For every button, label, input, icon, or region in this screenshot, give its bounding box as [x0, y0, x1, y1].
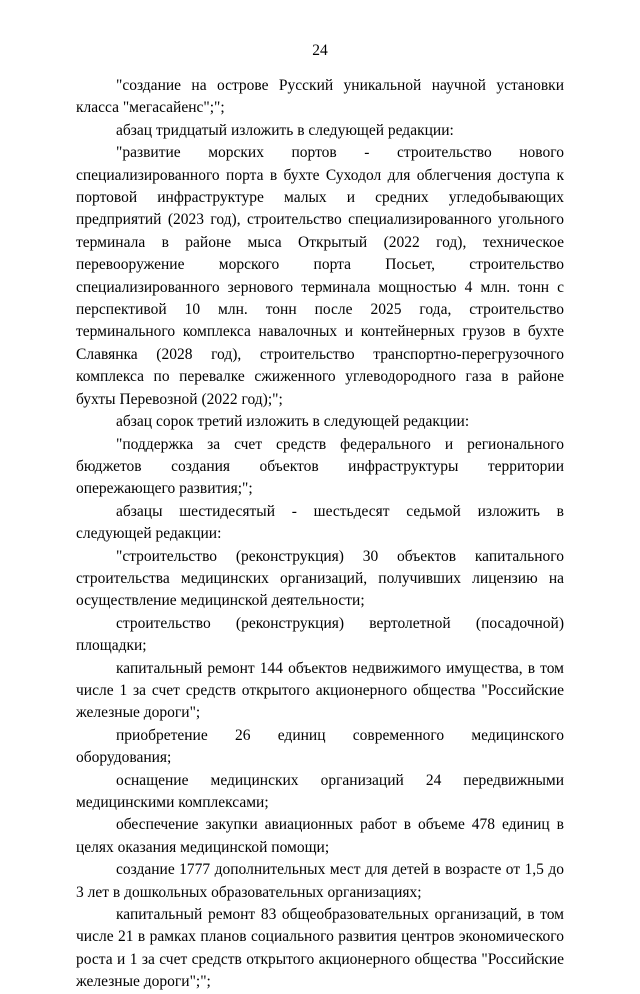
paragraph: абзац тридцатый изложить в следующей редакции:	[116, 121, 454, 139]
paragraph: "строительство (реконструкция) 30 объектов капитального строительства медицинских организаций, получивших лицензию на осуществление медицинской деятельности;	[76, 547, 564, 610]
document-body	[76, 75, 564, 994]
paragraph: "создание на острове Русский уникальной научной установки класса "мегасайенс";";	[76, 77, 564, 117]
paragraph: строительство (реконструкция) вертолетной (посадочной) площадки;	[76, 614, 564, 655]
paragraph: абзацы шестидесятый - шестьдесят седьмой изложить в следующей редакции:	[76, 502, 564, 543]
paragraph: обеспечение закупки авиационных работ в объеме 478 единиц в целях оказания медицинской помощи;	[76, 816, 564, 856]
paragraph: абзац сорок третий изложить в следующей редакции:	[116, 413, 470, 431]
paragraph: оснащение медицинских организаций 24 передвижными медицинскими комплексами;	[76, 771, 564, 811]
paragraph: капитальный ремонт 83 общеобразовательных организаций, в том числе 21 в рамках планов социального развития центров экономического роста и 1 за счет средств открытого акционерного общества "Российские железные дороги";";	[76, 906, 564, 991]
page-number: 24	[312, 42, 328, 59]
paragraph: "развитие морских портов - строительство нового специализированного порта в бухте Суходол для облегчения доступа к портовой инфраструктуре малых и средних угледобывающих предприятий (2023 год), строительство специализированного угольного терминала в районе мыса Открытый (2022 год), техническое перевооружение морского порта Посьет, строительство специализированного зернового терминала мощностью 4 млн. тонн с перспективой 10 млн. тонн после 2025 года, строительство терминального комплекса навалочных и контейнерных грузов в бухте Славянка (2028 год), строительство транспортно-перегрузочного комплекса по перевалке сжиженного углеводородного газа в районе бухты Перевозной (2022 год);";	[76, 144, 564, 408]
paragraph: капитальный ремонт 144 объектов недвижимого имущества, в том числе 1 за счет средств открытого акционерного общества "Российские железные дороги";	[76, 659, 564, 722]
paragraph: создание 1777 дополнительных мест для детей в возрасте от 1,5 до 3 лет в дошкольных образовательных организациях;	[76, 861, 564, 901]
paragraph: приобретение 26 единиц современного медицинского оборудования;	[76, 726, 564, 767]
paragraph: "поддержка за счет средств федерального и регионального бюджетов создания объектов инфраструктуры территории опережающего развития;";	[76, 435, 564, 498]
